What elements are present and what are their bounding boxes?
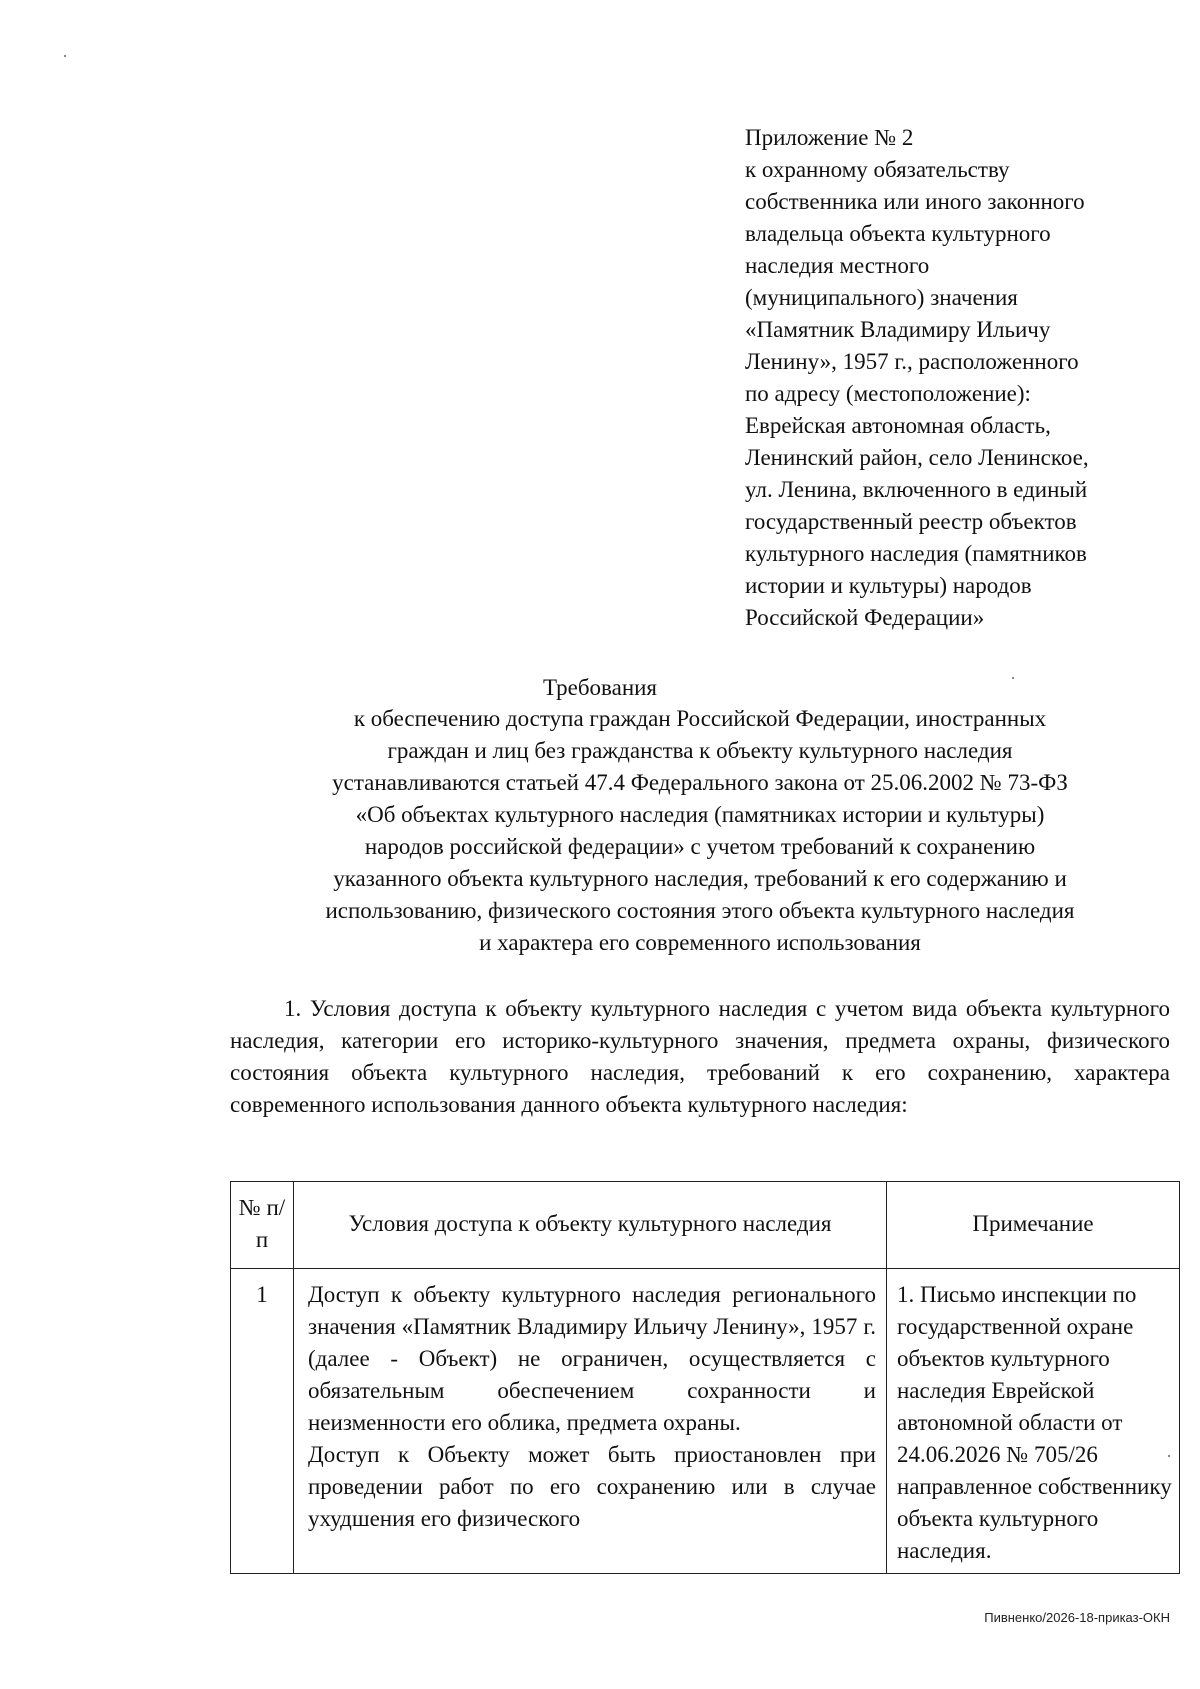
scan-speck	[64, 55, 66, 57]
conditions-paragraph: Доступ к объекту культурного наследия регионального значения «Памятник Владимиру Ильичу Ленину», 1957 г. (далее - Объект) не ограничен, осуществляется с обязательным обеспечением сохранности и неизменности его облика, предмета охраны.	[308, 1282, 876, 1435]
row-conditions	[294, 1269, 887, 1574]
conditions-paragraph: Доступ к Объекту может быть приостановлен при проведении работ по его сохранению или в случае ухудшения его физического	[308, 1442, 876, 1531]
table-row	[231, 1269, 1180, 1574]
row-number: 1	[231, 1269, 294, 1574]
annex-header: Приложение № 2 к охранному обязательству собственника или иного законного владельца объекта культурного наследия местного (муниципального) значения «Памятник Владимиру Ильичу Ленину», 1957 г., расположенного по адресу (местоположение): Еврейская автономная область, Ленинский район, село Ленинское, ул. Ленина, включенного в единый государственный реестр объектов культурного наследия (памятников истории и культуры) народов Российской Федерации»	[745, 125, 1089, 630]
table-header-row	[231, 1182, 1180, 1269]
access-conditions-table	[230, 1181, 1180, 1574]
requirements-title: Требования	[542, 675, 658, 700]
paragraph-1: 1. Условия доступа к объекту культурного наследия с учетом вида объекта культурного наследия, категории его историко-культурного значения, предмета охраны, физического состояния объекта культурного наследия, требований к его сохранению, характера современного использования данного объекта культурного наследия:	[230, 996, 1170, 1117]
column-header-note: Примечание	[887, 1182, 1180, 1269]
requirements-subtitle: к обеспечению доступа граждан Российской Федерации, иностранных граждан и лиц без гражданства к объекту культурного наследия устанавливаются статьей 47.4 Федерального закона от 25.06.2002 № 73-ФЗ «Об объектах культурного наследия (памятниках истории и культуры) народов российской федерации» с учетом требований к сохранению указанного объекта культурного наследия, требований к его содержанию и использованию, физического состояния этого объекта культурного наследия и характера его современного использования	[325, 706, 1075, 955]
scan-speck	[1012, 677, 1014, 679]
document-footer-code: Пивненко/2026-18-приказ-ОКН	[984, 1610, 1170, 1625]
column-header-conditions: Условия доступа к объекту культурного наследия	[294, 1182, 887, 1269]
column-header-number: № п/п	[231, 1182, 294, 1269]
row-note: 1. Письмо инспекции по государственной охране объектов культурного наследия Еврейской автономной области от 24.06.2026 № 705/26 направленное собственнику объекта культурного наследия.	[887, 1269, 1180, 1574]
